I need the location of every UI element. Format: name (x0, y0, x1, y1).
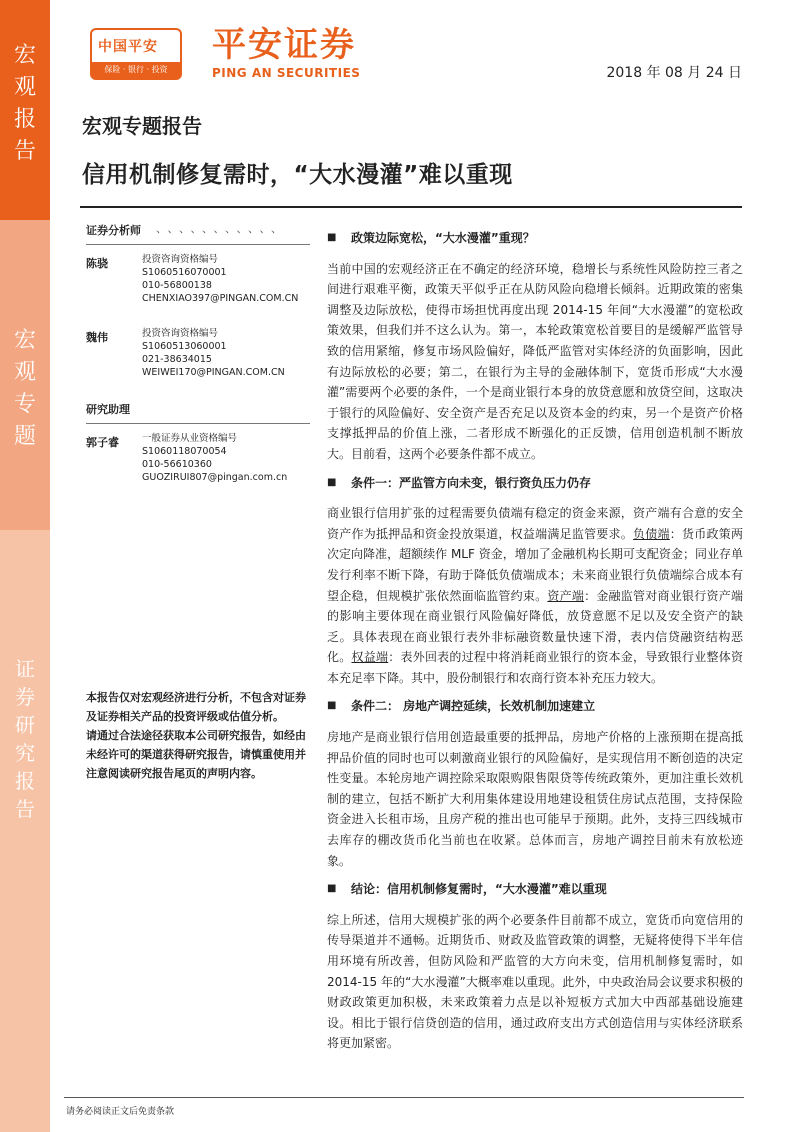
section-heading: ■ 条件一：严监管方向未变，银行资负压力仍存 (327, 475, 592, 490)
section-heading: ■ 政策边际宽松，“大水漫灌”重现？ (327, 231, 535, 245)
footer-note: 请务必阅读正文后免责条款 (66, 1107, 175, 1117)
paragraph: 房地产是商业银行信用创造最重要的抵押品，房地产价格的上涨预期在提高抵押品价值的同时也可以刺激商业银行的风险偏好，是实现信用不断创造的决定性变量。本轮房地产调控除采取限购限售限贷等传统政策外，更加注重长效机制的建立，包括不断扩大利用集体建设用地建设租赁住房试点范围，支持保险资金进入长租市场，且房产税的推出也可能早于预期。此外，支持三四线城市去库存的棚改货币化当前也在收紧。总体而言，房地产调控目前未有放松迹象。 (327, 730, 743, 868)
title-divider (80, 206, 742, 208)
analyst-card: 魏伟 投资咨询资格编号 S1060513060001 021-38634015 WEIWEI170@PINGAN.COM.CN (86, 328, 285, 378)
disclaimer: 本报告仅对宏观经济进行分析，不包含对证券及证券相关产品的投资评级或估值分析。 请通过合法途径获取本公司研究报告，如经由未经许可的渠道获得研究报告，请慎重使用并注意阅读研究报告尾页的声明内容。 (86, 691, 306, 780)
analyst-email[interactable]: CHENXIAO397@PINGAN.COM.CN (142, 293, 299, 304)
report-date: 2018 年 08 月 24 日 (606, 65, 742, 81)
assistant-email[interactable]: GUOZIRUI807@pingan.com.cn (142, 472, 288, 483)
section-heading: ■ 结论：信用机制修复需时，“大水漫灌”难以重现 (327, 882, 607, 897)
dotted-decoration: 、、、、、、、、、、、 (156, 222, 288, 235)
analyst-section-header: 证券分析师 、、、、、、、、、、、 (86, 222, 310, 245)
ping-an-group-logo: 中国平安 保险 · 银行 · 投资 (90, 28, 182, 80)
paragraph: 当前中国的宏观经济正在不确定的经济环境，稳增长与系统性风险防控三者之间进行艰难平衡，政策天平似乎正在从防风险向稳增长倾斜。近期政策的密集调整及边际放松，使得市场担忧再度出现 2014-15 年间“大水漫灌”的宽松政策效果，但我们并不这么认为。第一，本轮政策宽松首要目的是缓解严监管导致的信用紧缩，修复市场风险偏好，降低严监管对实体经济的负面影响，因此有边际放松的必要；第二，在银行为主导的金融体制下，宽货币形成“大水漫灌”需要两个必要的条件，一个是商业银行本身的放贷意愿和放贷空间，这取决于银行的风险偏好、安全资产是否充足以及资本金的约束，另一个是资产价格支撑抵押品的价值上涨，二者形成不断强化的正反馈，信用创造机制不断放大。目前看，这两个必要条件都不成立。 (327, 261, 743, 461)
assistant-card: 郭子睿 一般证券从业资格编号 S1060118070054 010-56610360 GUOZIRUI807@pingan.com.cn (86, 433, 288, 483)
paragraph: 商业银行信用扩张的过程需要负债端有稳定的资金来源，资产端有合意的安全资产作为抵押品和资金投放渠道，权益端满足监管要求。负债端：货币政策两次定向降准，超额续作 MLF 资金，增加了金融机构长期可支配资金；同业存单发行利率不断下降，有助于降低负债端成本；未来商业银行负债端综合成本有望企稳，但规模扩张依然面临监管约束。资产端：金融监管对商业银行资产端的影响主要体现在商业银行风险偏好降低，放贷意愿不足以及安全资产的缺乏。具体表现在商业银行表外非标融资数量快速下滑，表内信贷融资结构恶化。权益端：表外回表的过程中将消耗商业银行的资本金，导致银行业整体资本充足率下降。其中，股份制银行和农商行资本补充压力较大。 (327, 506, 743, 685)
side-band (0, 0, 50, 1132)
ping-an-securities-logo: 平安证券 PING AN SECURITIES (212, 25, 361, 80)
paragraph: 综上所述，信用大规模扩张的两个必要条件目前都不成立，宽货币向宽信用的传导渠道并不通畅。近期货币、财政及监管政策的调整，无疑将使得下半年信用环境有所改善，但防风险和严监管的大方向未变，信用机制修复需时，如 2014-15 年的“大水漫灌”大概率难以重现。此外，中央政治局会议要求积极的财政政策更加积极，未来政策着力点是以补短板方式加大中西部基础设施建设。相比于银行信贷创造的信用，通过政府支出方式创造信用与实体经济联系将更加紧密。 (327, 912, 743, 1051)
analyst-email[interactable]: WEIWEI170@PINGAN.COM.CN (142, 367, 285, 378)
analyst-panel (86, 222, 310, 506)
side-label-securities-research: 证 券 研 究 报 告 (0, 530, 50, 1132)
analyst-card: 陈骁 投资咨询资格编号 S1060516070001 010-56800138 CHENXIAO397@PINGAN.COM.CN (86, 254, 299, 304)
page-title: 信用机制修复需时，“大水漫灌”难以重现 (82, 162, 513, 188)
report-body (327, 226, 743, 1062)
report-type: 宏观专题报告 (82, 114, 202, 138)
side-label-macro-report: 宏 观 报 告 (0, 0, 50, 220)
assistant-section-header: 研究助理 (86, 401, 310, 424)
footer-divider (64, 1097, 744, 1098)
side-label-macro-topic: 宏 观 专 题 (0, 220, 50, 530)
section-heading: ■ 条件二： 房地产调控延续，长效机制加速建立 (327, 699, 596, 714)
